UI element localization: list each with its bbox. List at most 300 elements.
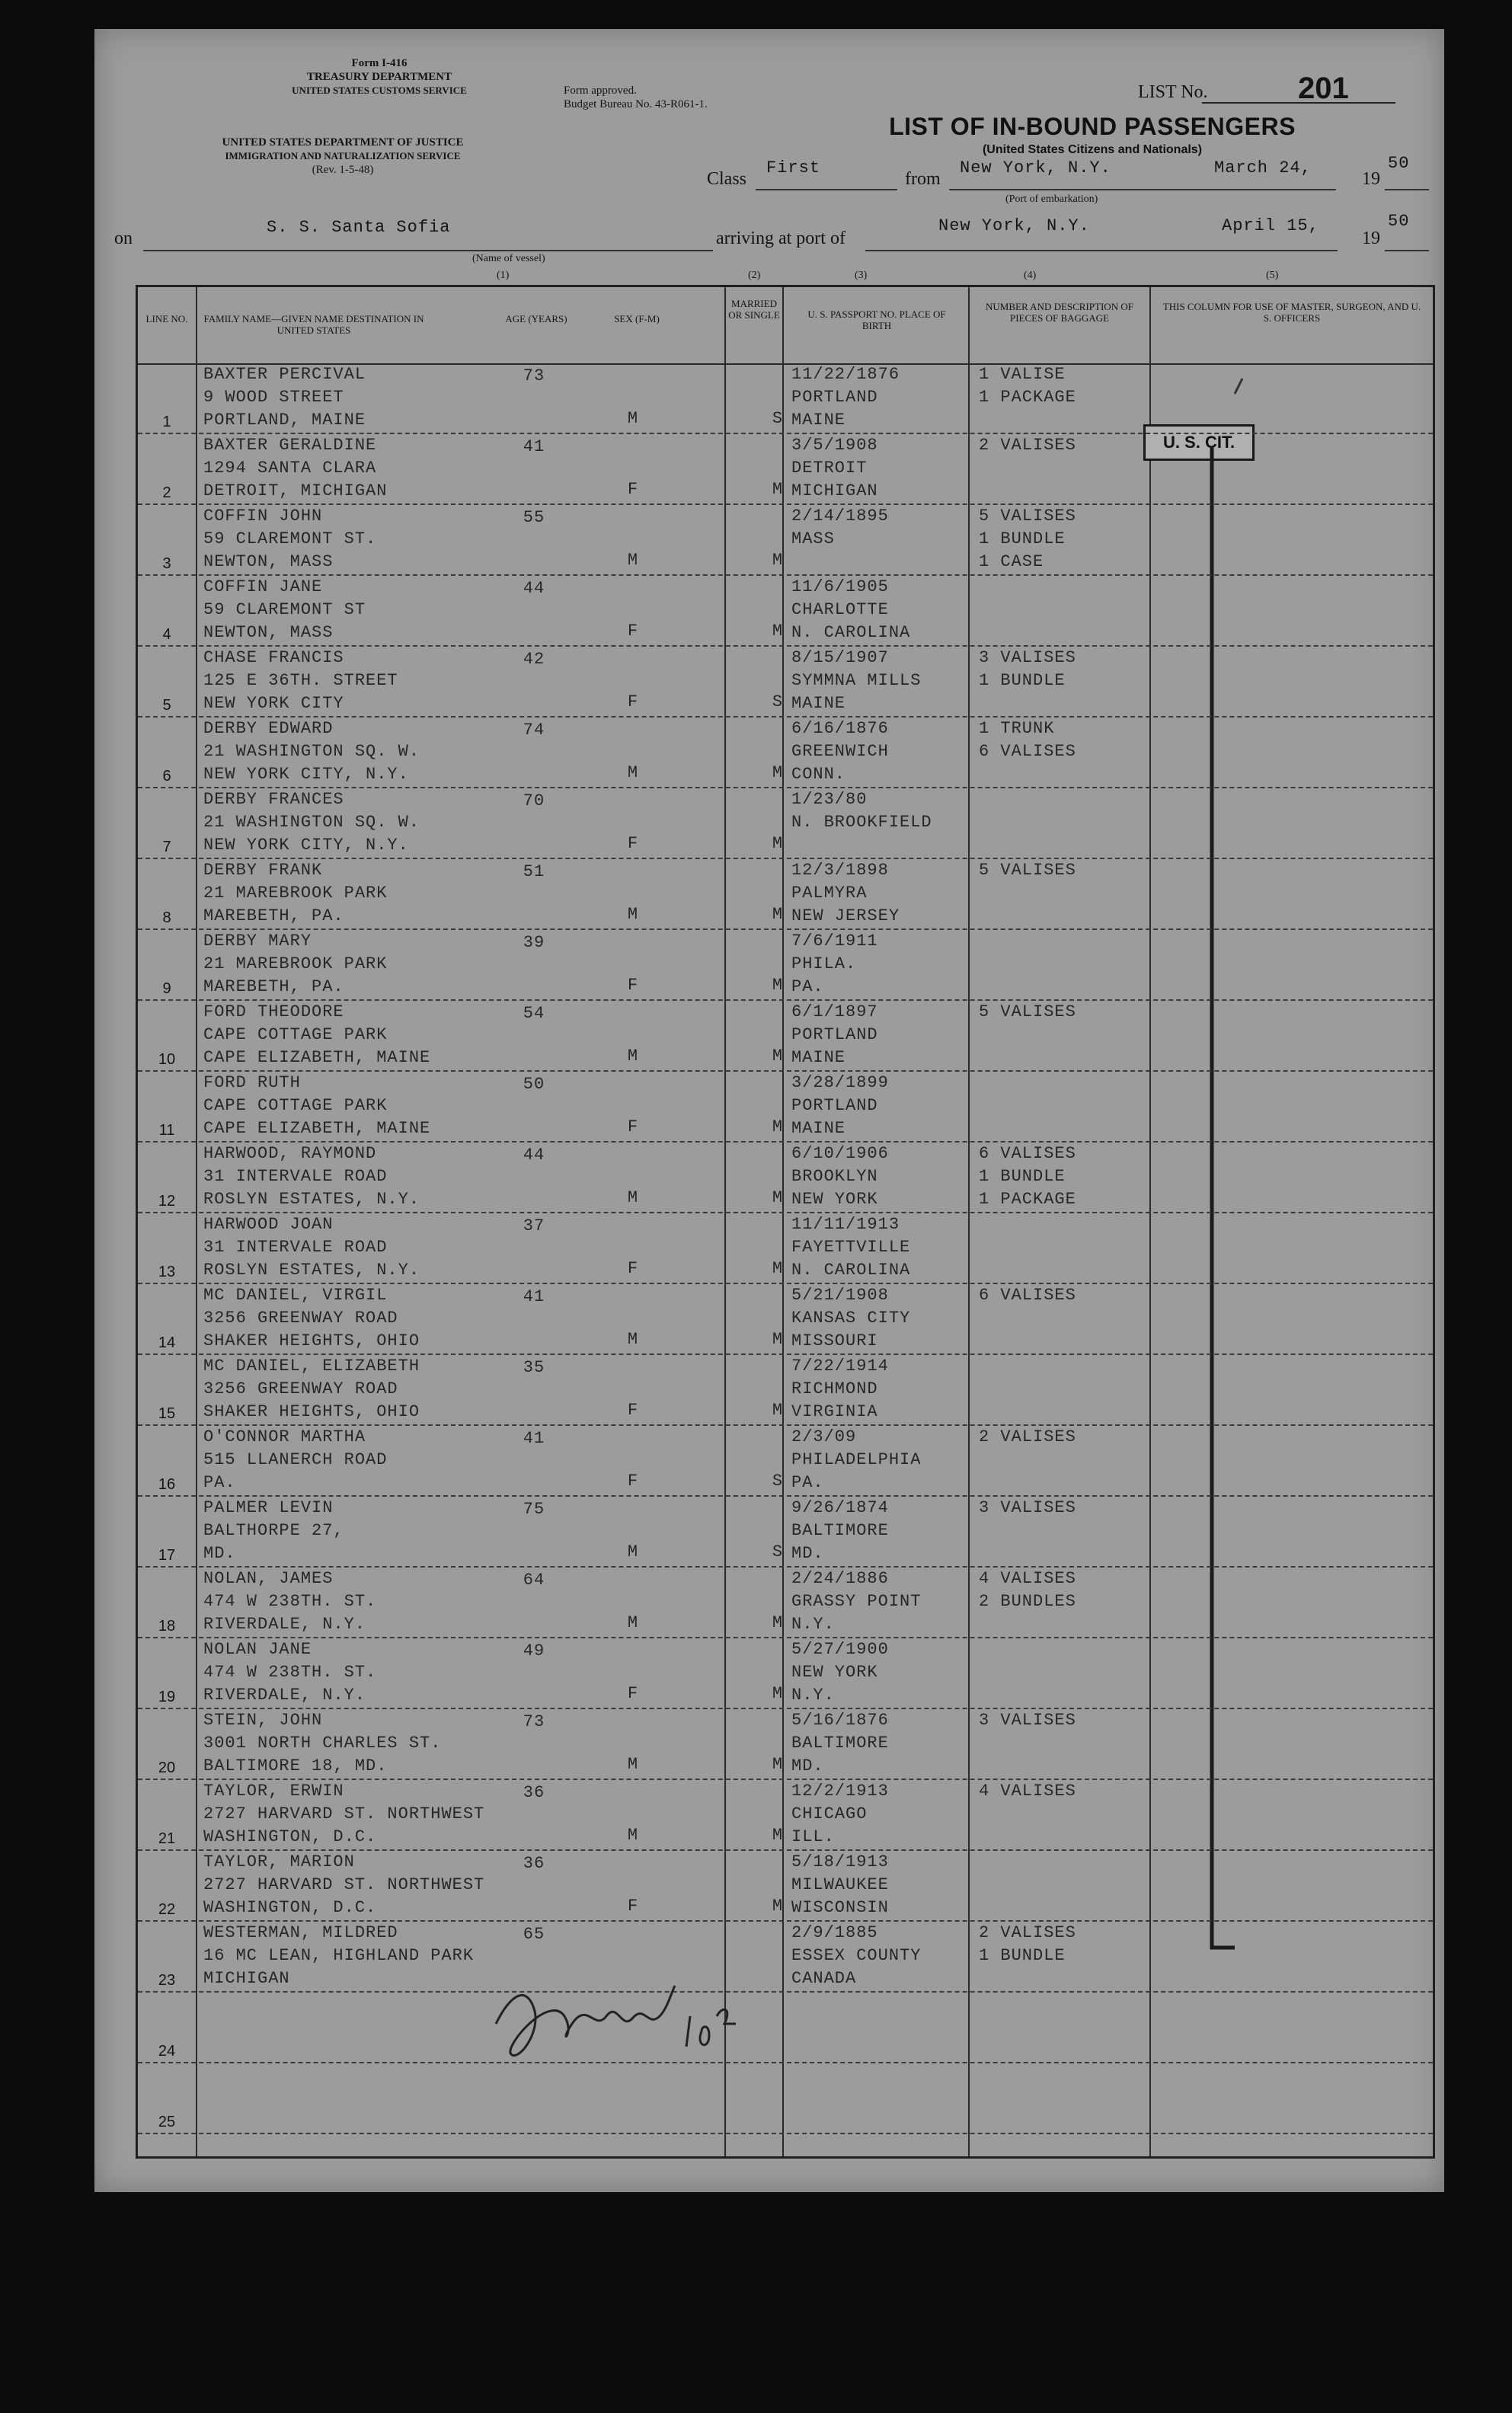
address-line-1: 3256 GREENWAY ROAD bbox=[203, 1379, 398, 1398]
place-of-birth-city: SYMMNA MILLS bbox=[791, 671, 922, 690]
baggage-line-3: 1 CASE bbox=[979, 552, 1044, 571]
place-of-birth-city: CHARLOTTE bbox=[791, 600, 889, 619]
revision-date: (Rev. 1-5-48) bbox=[312, 164, 374, 176]
passport-number-date: 5/18/1913 bbox=[791, 1852, 889, 1871]
address-line-2: PA. bbox=[203, 1473, 236, 1492]
place-of-birth-state: MISSOURI bbox=[791, 1331, 878, 1350]
place-of-birth-city: N. BROOKFIELD bbox=[791, 813, 932, 832]
form-approved-line: Form approved. bbox=[564, 85, 637, 97]
list-number bbox=[1138, 72, 1349, 105]
address-line-2: NEW YORK CITY bbox=[203, 694, 344, 713]
col-header-baggage: NUMBER AND DESCRIPTION OF PIECES OF BAGGAGE bbox=[986, 301, 1133, 324]
passenger-age: 44 bbox=[523, 1146, 545, 1165]
year-underline bbox=[1385, 189, 1429, 190]
marital-status: M bbox=[772, 1684, 784, 1703]
row-divider bbox=[138, 2133, 1433, 2134]
address-line-2: CAPE ELIZABETH, MAINE bbox=[203, 1119, 431, 1138]
passenger-name: HARWOOD JOAN bbox=[203, 1215, 334, 1234]
place-of-birth-state: MAINE bbox=[791, 1119, 846, 1138]
place-of-birth-state: MD. bbox=[791, 1544, 824, 1563]
baggage-line-2: 1 BUNDLE bbox=[979, 1946, 1066, 1965]
marital-status: M bbox=[772, 1401, 784, 1420]
passenger-age: 64 bbox=[523, 1571, 545, 1590]
line-number: 9 bbox=[162, 980, 171, 997]
col-header-married: MARRIED OR SINGLE bbox=[728, 298, 780, 321]
passenger-sex: F bbox=[627, 692, 639, 711]
passport-number-date: 2/14/1895 bbox=[791, 507, 889, 526]
table-row bbox=[138, 1638, 1433, 1709]
address-line-2: CAPE ELIZABETH, MAINE bbox=[203, 1048, 431, 1067]
department-header bbox=[206, 136, 480, 177]
table-row bbox=[138, 1001, 1433, 1072]
baggage-line-1: 6 VALISES bbox=[979, 1144, 1076, 1163]
line-number: 24 bbox=[158, 2043, 176, 2060]
place-of-birth-city: GRASSY POINT bbox=[791, 1592, 922, 1611]
column-number: (2) bbox=[748, 270, 761, 281]
address-line-1: 59 CLAREMONT ST bbox=[203, 600, 366, 619]
baggage-line-1: 6 VALISES bbox=[979, 1286, 1076, 1305]
baggage-line-2: 2 BUNDLES bbox=[979, 1592, 1076, 1611]
passenger-age: 42 bbox=[523, 650, 545, 669]
column-number: (5) bbox=[1266, 270, 1279, 281]
passenger-sex: F bbox=[627, 1472, 639, 1491]
table-row bbox=[138, 859, 1433, 930]
line-number: 21 bbox=[158, 1830, 176, 1847]
passenger-sex: M bbox=[627, 551, 639, 570]
passenger-name: NOLAN, JAMES bbox=[203, 1569, 334, 1588]
baggage-line-2: 1 PACKAGE bbox=[979, 388, 1076, 407]
col-header-sex: SEX (F-M) bbox=[614, 313, 660, 324]
passport-number-date: 8/15/1907 bbox=[791, 648, 889, 667]
class-value: First bbox=[766, 158, 821, 177]
address-line-2: NEWTON, MASS bbox=[203, 552, 334, 571]
table-row bbox=[138, 1780, 1433, 1851]
line-number: 16 bbox=[158, 1476, 176, 1493]
place-of-birth-city: MILWAUKEE bbox=[791, 1875, 889, 1894]
passenger-sex: F bbox=[627, 1401, 639, 1420]
table-row bbox=[138, 647, 1433, 718]
address-line-2: BALTIMORE 18, MD. bbox=[203, 1756, 388, 1775]
passenger-name: CHASE FRANCIS bbox=[203, 648, 344, 667]
line-number: 1 bbox=[162, 414, 171, 430]
place-of-birth-state: ILL. bbox=[791, 1827, 835, 1846]
line-number: 17 bbox=[158, 1547, 176, 1564]
line-number: 12 bbox=[158, 1193, 176, 1210]
passenger-sex: F bbox=[627, 834, 639, 853]
baggage-line-2: 6 VALISES bbox=[979, 742, 1076, 761]
passenger-sex: M bbox=[627, 1613, 639, 1632]
address-line-1: 3256 GREENWAY ROAD bbox=[203, 1309, 398, 1328]
address-line-2: NEWTON, MASS bbox=[203, 623, 334, 642]
line-number: 13 bbox=[158, 1264, 176, 1280]
passenger-age: 36 bbox=[523, 1783, 545, 1802]
passenger-sex: F bbox=[627, 1117, 639, 1136]
address-line-2: NEW YORK CITY, N.Y. bbox=[203, 836, 409, 855]
baggage-line-2: 1 BUNDLE bbox=[979, 529, 1066, 548]
column-number: (1) bbox=[497, 270, 510, 281]
marital-status: S bbox=[772, 1472, 784, 1491]
address-line-1: 21 WASHINGTON SQ. W. bbox=[203, 813, 420, 832]
place-of-birth-city: ESSEX COUNTY bbox=[791, 1946, 922, 1965]
from-underline bbox=[949, 189, 1336, 190]
marital-status: M bbox=[772, 1188, 784, 1207]
address-line-1: 21 MAREBROOK PARK bbox=[203, 884, 388, 903]
passport-number-date: 6/1/1897 bbox=[791, 1002, 878, 1021]
passport-number-date: 11/11/1913 bbox=[791, 1215, 900, 1234]
table-row bbox=[138, 1213, 1433, 1284]
arrival-year-underline bbox=[1385, 250, 1429, 251]
baggage-line-1: 3 VALISES bbox=[979, 1498, 1076, 1517]
line-number: 15 bbox=[158, 1405, 176, 1422]
table-row bbox=[138, 1922, 1433, 1993]
address-line-2: NEW YORK CITY, N.Y. bbox=[203, 765, 409, 784]
passenger-name: HARWOOD, RAYMOND bbox=[203, 1144, 377, 1163]
marital-status: M bbox=[772, 480, 784, 499]
place-of-birth-state: PA. bbox=[791, 977, 824, 996]
passenger-name: O'CONNOR MARTHA bbox=[203, 1427, 366, 1446]
passenger-sex: F bbox=[627, 1684, 639, 1703]
arrival-year-label: 19 bbox=[1362, 229, 1380, 248]
passport-number-date: 9/26/1874 bbox=[791, 1498, 889, 1517]
address-line-1: 125 E 36TH. STREET bbox=[203, 671, 398, 690]
passenger-age: 41 bbox=[523, 437, 545, 456]
address-line-2: DETROIT, MICHIGAN bbox=[203, 481, 388, 500]
passenger-sex: M bbox=[627, 763, 639, 782]
place-of-birth-state: CANADA bbox=[791, 1969, 857, 1988]
passenger-name: PALMER LEVIN bbox=[203, 1498, 334, 1517]
col-header-name: FAMILY NAME—GIVEN NAME DESTINATION IN UNITED STATES bbox=[203, 313, 424, 336]
passport-number-date: 3/28/1899 bbox=[791, 1073, 889, 1092]
from-value: New York, N.Y. bbox=[960, 158, 1111, 177]
passenger-sex: M bbox=[627, 1188, 639, 1207]
column-number: (4) bbox=[1024, 270, 1037, 281]
departure-date: March 24, bbox=[1214, 158, 1312, 177]
address-line-1: 2727 HARVARD ST. NORTHWEST bbox=[203, 1875, 485, 1894]
place-of-birth-state: N.Y. bbox=[791, 1615, 835, 1634]
passenger-name: TAYLOR, ERWIN bbox=[203, 1782, 344, 1801]
line-number: 18 bbox=[158, 1618, 176, 1635]
port-embarkation-label: (Port of embarkation) bbox=[1005, 193, 1098, 205]
place-of-birth-state: N. CAROLINA bbox=[791, 623, 911, 642]
address-line-2: MD. bbox=[203, 1544, 236, 1563]
arriving-label: arriving at port of bbox=[716, 229, 846, 248]
place-of-birth-city: BALTIMORE bbox=[791, 1521, 889, 1540]
marital-status: M bbox=[772, 1755, 784, 1774]
passport-number-date: 11/22/1876 bbox=[791, 365, 900, 384]
place-of-birth-state: WISCONSIN bbox=[791, 1898, 889, 1917]
passenger-sex: F bbox=[627, 1897, 639, 1916]
address-line-2: SHAKER HEIGHTS, OHIO bbox=[203, 1331, 420, 1350]
passenger-table bbox=[136, 285, 1435, 2159]
marital-status: S bbox=[772, 1542, 784, 1561]
baggage-line-3: 1 PACKAGE bbox=[979, 1190, 1076, 1209]
address-line-1: 31 INTERVALE ROAD bbox=[203, 1167, 388, 1186]
table-row bbox=[138, 363, 1433, 434]
marital-status: M bbox=[772, 1826, 784, 1845]
col-header-passport: U. S. PASSPORT NO. PLACE OF BIRTH bbox=[807, 308, 946, 331]
address-line-1: 21 MAREBROOK PARK bbox=[203, 954, 388, 973]
vessel-name: S. S. Santa Sofia bbox=[267, 218, 451, 237]
marital-status: M bbox=[772, 1117, 784, 1136]
passport-number-date: 11/6/1905 bbox=[791, 577, 889, 596]
table-row bbox=[138, 788, 1433, 859]
page-subtitle: (United States Citizens and Nationals) bbox=[982, 143, 1203, 156]
form-approved bbox=[564, 84, 708, 111]
passenger-name: BAXTER GERALDINE bbox=[203, 436, 377, 455]
address-line-1: 3001 NORTH CHARLES ST. bbox=[203, 1734, 442, 1753]
col-header-line-no: LINE NO. bbox=[145, 313, 188, 324]
place-of-birth-state: PA. bbox=[791, 1473, 824, 1492]
line-number: 11 bbox=[158, 1122, 175, 1139]
marital-status: M bbox=[772, 1897, 784, 1916]
vessel-name-caption: (Name of vessel) bbox=[472, 253, 545, 264]
form-header bbox=[265, 56, 494, 97]
passport-number-date: 2/24/1886 bbox=[791, 1569, 889, 1588]
place-of-birth-city: PHILA. bbox=[791, 954, 857, 973]
marital-status: M bbox=[772, 763, 784, 782]
place-of-birth-city: PALMYRA bbox=[791, 884, 868, 903]
departure-year: 50 bbox=[1388, 154, 1410, 173]
place-of-birth-city: PORTLAND bbox=[791, 1096, 878, 1115]
passenger-sex: M bbox=[627, 1542, 639, 1561]
address-line-1: CAPE COTTAGE PARK bbox=[203, 1025, 388, 1044]
year-label: 19 bbox=[1362, 169, 1380, 189]
vessel-underline bbox=[143, 250, 713, 251]
marital-status: S bbox=[772, 692, 784, 711]
baggage-line-1: 2 VALISES bbox=[979, 436, 1076, 455]
address-line-1: 31 INTERVALE ROAD bbox=[203, 1238, 388, 1257]
arrival-port: New York, N.Y. bbox=[938, 216, 1090, 235]
place-of-birth-city: FAYETTVILLE bbox=[791, 1238, 911, 1257]
address-line-2: RIVERDALE, N.Y. bbox=[203, 1686, 366, 1705]
passenger-age: 55 bbox=[523, 508, 545, 527]
passenger-sex: M bbox=[627, 1755, 639, 1774]
table-row bbox=[138, 1072, 1433, 1143]
table-row bbox=[138, 930, 1433, 1001]
column-number: (3) bbox=[855, 270, 868, 281]
address-line-1: 474 W 238TH. ST. bbox=[203, 1592, 377, 1611]
marital-status: M bbox=[772, 1330, 784, 1349]
passenger-age: 54 bbox=[523, 1004, 545, 1023]
passenger-manifest-page bbox=[94, 29, 1444, 2192]
arriving-underline bbox=[865, 250, 1338, 251]
line-number: 14 bbox=[158, 1334, 176, 1351]
passenger-age: 50 bbox=[523, 1075, 545, 1094]
passenger-name: COFFIN JANE bbox=[203, 577, 323, 596]
place-of-birth-city: BROOKLYN bbox=[791, 1167, 878, 1186]
passenger-name: FORD RUTH bbox=[203, 1073, 301, 1092]
line-number: 19 bbox=[158, 1689, 176, 1705]
line-number: 3 bbox=[162, 555, 171, 572]
table-row bbox=[138, 1355, 1433, 1426]
marital-status: M bbox=[772, 976, 784, 995]
baggage-line-1: 3 VALISES bbox=[979, 1711, 1076, 1730]
passport-number-date: 7/6/1911 bbox=[791, 932, 878, 951]
passenger-age: 41 bbox=[523, 1429, 545, 1448]
passenger-name: MC DANIEL, ELIZABETH bbox=[203, 1357, 420, 1376]
address-line-1: 474 W 238TH. ST. bbox=[203, 1663, 377, 1682]
line-number: 25 bbox=[158, 2114, 176, 2130]
place-of-birth-state: MICHIGAN bbox=[791, 481, 878, 500]
line-number: 4 bbox=[162, 626, 171, 643]
passport-number-date: 12/2/1913 bbox=[791, 1782, 889, 1801]
passenger-name: TAYLOR, MARION bbox=[203, 1852, 355, 1871]
table-row bbox=[138, 1143, 1433, 1213]
line-number: 2 bbox=[162, 484, 171, 501]
place-of-birth-city: PORTLAND bbox=[791, 388, 878, 407]
passenger-sex: M bbox=[627, 1330, 639, 1349]
passport-number-date: 3/5/1908 bbox=[791, 436, 878, 455]
place-of-birth-state: CONN. bbox=[791, 765, 846, 784]
marital-status: M bbox=[772, 834, 784, 853]
page-title: LIST OF IN-BOUND PASSENGERS bbox=[889, 113, 1296, 140]
address-line-2: MICHIGAN bbox=[203, 1969, 290, 1988]
passenger-name: DERBY FRANCES bbox=[203, 790, 344, 809]
address-line-2: WASHINGTON, D.C. bbox=[203, 1898, 377, 1917]
place-of-birth-state: MD. bbox=[791, 1756, 824, 1775]
place-of-birth-city: PHILADELPHIA bbox=[791, 1450, 922, 1469]
line-number: 10 bbox=[158, 1051, 176, 1068]
passenger-sex: F bbox=[627, 480, 639, 499]
place-of-birth-state: MAINE bbox=[791, 411, 846, 430]
place-of-birth-city: GREENWICH bbox=[791, 742, 889, 761]
passenger-name: WESTERMAN, MILDRED bbox=[203, 1923, 398, 1942]
address-line-1: 515 LLANERCH ROAD bbox=[203, 1450, 388, 1469]
passenger-age: 39 bbox=[523, 933, 545, 952]
address-line-1: 1294 SANTA CLARA bbox=[203, 459, 377, 478]
place-of-birth-state: MAINE bbox=[791, 1048, 846, 1067]
arrival-year: 50 bbox=[1388, 212, 1410, 231]
passenger-age: 49 bbox=[523, 1641, 545, 1660]
address-line-1: 9 WOOD STREET bbox=[203, 388, 344, 407]
arrival-date: April 15, bbox=[1222, 216, 1319, 235]
baggage-line-1: 2 VALISES bbox=[979, 1923, 1076, 1942]
baggage-line-1: 1 TRUNK bbox=[979, 719, 1055, 738]
passenger-name: DERBY EDWARD bbox=[203, 719, 334, 738]
table-row bbox=[138, 1426, 1433, 1497]
form-number: Form I-416 bbox=[351, 57, 408, 69]
address-line-1: 2727 HARVARD ST. NORTHWEST bbox=[203, 1804, 485, 1823]
passenger-name: BAXTER PERCIVAL bbox=[203, 365, 366, 384]
passport-number-date: 7/22/1914 bbox=[791, 1357, 889, 1376]
address-line-2: WASHINGTON, D.C. bbox=[203, 1827, 377, 1846]
table-row bbox=[138, 2063, 1433, 2134]
baggage-line-1: 3 VALISES bbox=[979, 648, 1076, 667]
passport-number-date: 2/3/09 bbox=[791, 1427, 857, 1446]
line-number: 7 bbox=[162, 839, 171, 855]
line-number: 22 bbox=[158, 1901, 176, 1918]
marital-status: M bbox=[772, 1259, 784, 1278]
address-line-1: 21 WASHINGTON SQ. W. bbox=[203, 742, 420, 761]
address-line-1: 16 MC LEAN, HIGHLAND PARK bbox=[203, 1946, 475, 1965]
immigration-service: IMMIGRATION AND NATURALIZATION SERVICE bbox=[225, 150, 461, 161]
passenger-age: 75 bbox=[523, 1500, 545, 1519]
place-of-birth-state: NEW YORK bbox=[791, 1190, 878, 1209]
passenger-age: 51 bbox=[523, 862, 545, 881]
baggage-line-2: 1 BUNDLE bbox=[979, 1167, 1066, 1186]
passenger-sex: M bbox=[627, 905, 639, 924]
table-row bbox=[138, 505, 1433, 576]
budget-bureau-line: Budget Bureau No. 43-R061-1. bbox=[564, 98, 708, 110]
place-of-birth-state: NEW JERSEY bbox=[791, 906, 900, 925]
baggage-line-1: 1 VALISE bbox=[979, 365, 1066, 384]
passport-number-date: 1/23/80 bbox=[791, 790, 868, 809]
officer-signature bbox=[481, 1963, 755, 2077]
passport-number-date: 6/10/1906 bbox=[791, 1144, 889, 1163]
col-header-age: AGE (YEARS) bbox=[505, 313, 567, 324]
passenger-name: DERBY FRANK bbox=[203, 861, 323, 880]
passenger-age: 74 bbox=[523, 721, 545, 740]
address-line-2: RIVERDALE, N.Y. bbox=[203, 1615, 366, 1634]
passport-number-date: 5/16/1876 bbox=[791, 1711, 889, 1730]
address-line-2: SHAKER HEIGHTS, OHIO bbox=[203, 1402, 420, 1421]
passenger-age: 35 bbox=[523, 1358, 545, 1377]
passenger-sex: F bbox=[627, 976, 639, 995]
address-line-2: MAREBETH, PA. bbox=[203, 977, 344, 996]
place-of-birth-city: PORTLAND bbox=[791, 1025, 878, 1044]
passenger-age: 41 bbox=[523, 1287, 545, 1306]
table-row bbox=[138, 434, 1433, 505]
place-of-birth-state: VIRGINIA bbox=[791, 1402, 878, 1421]
place-of-birth-city: BALTIMORE bbox=[791, 1734, 889, 1753]
class-label: Class bbox=[707, 169, 747, 189]
place-of-birth-state: MAINE bbox=[791, 694, 846, 713]
line-number: 5 bbox=[162, 697, 171, 714]
table-row bbox=[138, 1497, 1433, 1568]
baggage-line-1: 2 VALISES bbox=[979, 1427, 1076, 1446]
passenger-sex: M bbox=[627, 409, 639, 428]
table-row bbox=[138, 718, 1433, 788]
place-of-birth-city: RICHMOND bbox=[791, 1379, 878, 1398]
address-line-2: PORTLAND, MAINE bbox=[203, 411, 366, 430]
treasury-department: TREASURY DEPARTMENT bbox=[306, 71, 452, 83]
from-label: from bbox=[905, 169, 941, 189]
table-row bbox=[138, 1993, 1433, 2063]
table-row bbox=[138, 576, 1433, 647]
class-underline bbox=[756, 189, 897, 190]
passport-number-date: 6/16/1876 bbox=[791, 719, 889, 738]
table-row bbox=[138, 1851, 1433, 1922]
passenger-name: NOLAN JANE bbox=[203, 1640, 312, 1659]
table-row bbox=[138, 1284, 1433, 1355]
marital-status: M bbox=[772, 1047, 784, 1066]
place-of-birth-state: N.Y. bbox=[791, 1686, 835, 1705]
list-no-label: LIST No. bbox=[1138, 82, 1208, 102]
marital-status: M bbox=[772, 1613, 784, 1632]
passenger-name: DERBY MARY bbox=[203, 932, 312, 951]
passport-number-date: 5/27/1900 bbox=[791, 1640, 889, 1659]
passport-number-date: 12/3/1898 bbox=[791, 861, 889, 880]
us-citizen-stamp: U. S. CIT. bbox=[1143, 424, 1255, 461]
passenger-age: 44 bbox=[523, 579, 545, 598]
baggage-line-1: 5 VALISES bbox=[979, 861, 1076, 880]
line-number: 6 bbox=[162, 768, 171, 785]
passenger-name: FORD THEODORE bbox=[203, 1002, 344, 1021]
passenger-sex: M bbox=[627, 1047, 639, 1066]
address-line-1: BALTHORPE 27, bbox=[203, 1521, 344, 1540]
place-of-birth-city: CHICAGO bbox=[791, 1804, 868, 1823]
passenger-name: STEIN, JOHN bbox=[203, 1711, 323, 1730]
passenger-sex: F bbox=[627, 622, 639, 641]
passenger-sex: M bbox=[627, 1826, 639, 1845]
marital-status: M bbox=[772, 622, 784, 641]
col-header-officers: THIS COLUMN FOR USE OF MASTER, SURGEON, AND U. S. OFFICERS bbox=[1162, 301, 1421, 324]
baggage-line-1: 4 VALISES bbox=[979, 1782, 1076, 1801]
address-line-1: 59 CLAREMONT ST. bbox=[203, 529, 377, 548]
passenger-age: 37 bbox=[523, 1216, 545, 1235]
passenger-age: 70 bbox=[523, 791, 545, 810]
customs-service: UNITED STATES CUSTOMS SERVICE bbox=[292, 85, 467, 96]
